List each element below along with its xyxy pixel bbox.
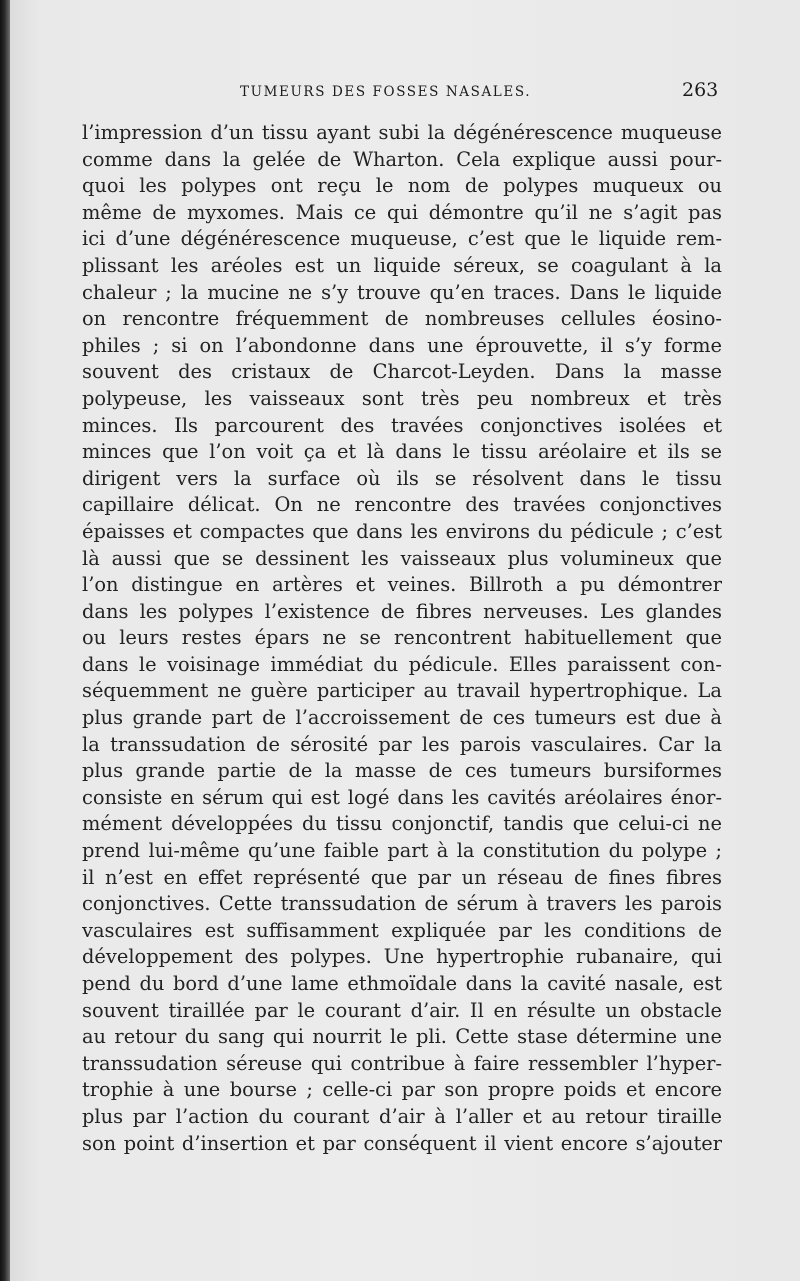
text-line: épaisses et compactes que dans les environs du pédicule ; c’est <box>82 519 722 543</box>
text-line: souvent des cristaux de Charcot-Leyden. Dans la masse <box>82 360 722 384</box>
text-line: il n’est en effet représenté que par un réseau de fines fibres <box>82 865 722 889</box>
running-title: TUMEURS DES FOSSES NASALES. <box>240 84 532 100</box>
text-line: polypeuse, les vaisseaux sont très peu nombreux et très <box>82 386 722 410</box>
text-line: trophie à une bourse ; celle-ci par son propre poids et encore <box>82 1078 722 1102</box>
text-line: mément développées du tissu conjonctif, tandis que celui-ci ne <box>82 812 722 836</box>
text-line: philes ; si on l’abondonne dans une éprouvette, il s’y forme <box>82 333 722 357</box>
scan-border <box>0 0 10 1281</box>
text-line: consiste en sérum qui est logé dans les cavités aréolaires énor- <box>82 785 722 809</box>
text-line: plus grande part de l’accroissement de ces tumeurs est due à <box>82 706 722 730</box>
text-line: là aussi que se dessinent les vaisseaux plus volumineux que <box>82 546 722 570</box>
text-line: au retour du sang qui nourrit le pli. Cette stase détermine une <box>82 1025 722 1049</box>
text-line: prend lui-même qu’une faible part à la constitution du polype ; <box>82 839 722 863</box>
text-line: la transsudation de sérosité par les parois vasculaires. Car la <box>82 732 722 756</box>
text-line: souvent tiraillée par le courant d’air. Il en résulte un obstacle <box>82 998 722 1022</box>
text-line: séquemment ne guère participer au travail hypertrophique. La <box>82 679 722 703</box>
text-line: chaleur ; la mucine ne s’y trouve qu’en traces. Dans le liquide <box>82 280 722 304</box>
book-page <box>10 0 800 1281</box>
text-line: plissant les aréoles est un liquide séreux, se coagulant à la <box>82 253 722 277</box>
text-line: transsudation séreuse qui contribue à faire ressembler l’hyper- <box>82 1051 722 1075</box>
text-line: conjonctives. Cette transsudation de sérum à travers les parois <box>82 892 722 916</box>
text-line: plus par l’action du courant d’air à l’aller et au retour tiraille <box>82 1104 722 1128</box>
text-line: minces que l’on voit ça et là dans le tissu aréolaire et ils se <box>82 440 722 464</box>
text-line: l’impression d’un tissu ayant subi la dégénérescence muqueuse <box>82 121 722 144</box>
text-line: dirigent vers la surface où ils se résolvent dans le tissu <box>82 466 722 490</box>
text-line: développement des polypes. Une hypertrophie rubanaire, qui <box>82 945 722 969</box>
text-line: comme dans la gelée de Wharton. Cela explique aussi pour- <box>82 147 722 171</box>
text-line: dans le voisinage immédiat du pédicule. Elles paraissent con- <box>82 652 722 676</box>
text-line: dans les polypes l’existence de fibres nerveuses. Les glandes <box>82 599 722 623</box>
text-line: son point d’insertion et par conséquent il vient encore s’ajouter <box>82 1131 722 1155</box>
body-text <box>82 120 722 1157</box>
text-line: l’on distingue en artères et veines. Billroth a pu démontrer <box>82 573 722 597</box>
text-line: on rencontre fréquemment de nombreuses cellules éosino- <box>82 307 722 331</box>
text-line: ici d’une dégénérescence muqueuse, c’est que le liquide rem- <box>82 227 722 251</box>
text-line: quoi les polypes ont reçu le nom de polypes muqueux ou <box>82 174 722 198</box>
text-line: pend du bord d’une lame ethmoïdale dans la cavité nasale, est <box>82 972 722 995</box>
text-line: ou leurs restes épars ne se rencontrent habituellement que <box>82 626 722 650</box>
text-line: plus grande partie de la masse de ces tumeurs bursiformes <box>82 759 722 783</box>
text-line: capillaire délicat. On ne rencontre des travées conjonctives <box>82 493 722 517</box>
running-header <box>10 80 800 110</box>
text-line: minces. Ils parcourent des travées conjonctives isolées et <box>82 413 722 437</box>
page-number: 263 <box>682 79 719 101</box>
text-line: vasculaires est suffisamment expliquée par les conditions de <box>82 918 722 942</box>
text-line: même de myxomes. Mais ce qui démontre qu’il ne s’agit pas <box>82 200 722 224</box>
